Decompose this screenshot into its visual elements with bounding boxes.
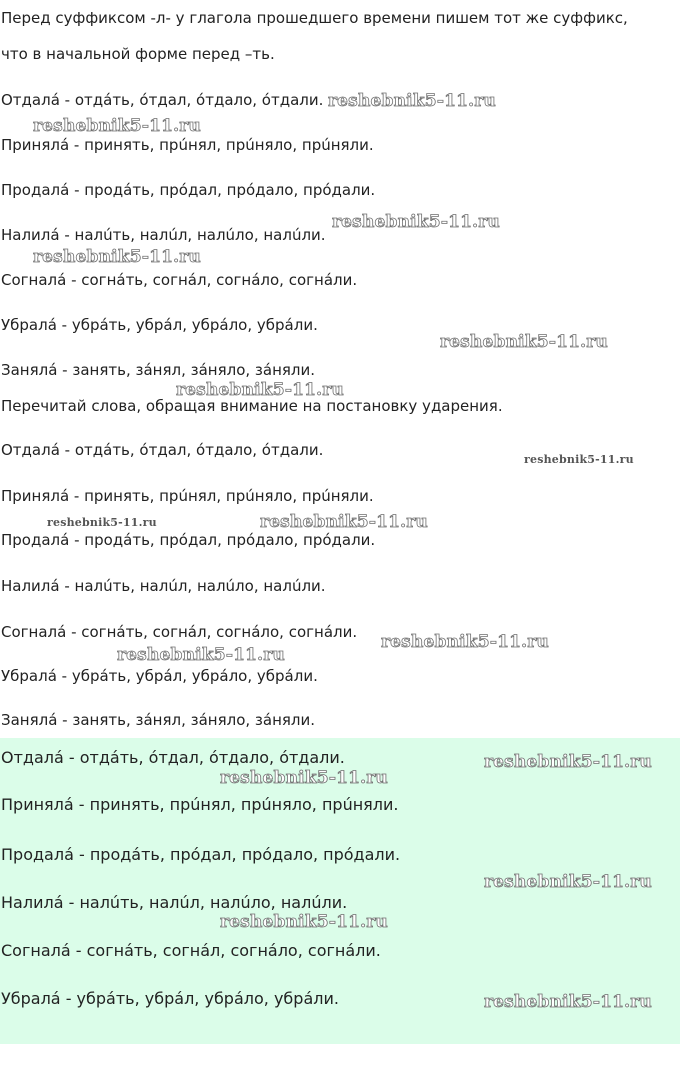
watermark: reshebnik5-11.ru xyxy=(332,212,500,232)
watermark: reshebnik5-11.ru xyxy=(440,332,608,352)
word-line: Согналá - согнáть, согнáл, согнáло, согнáли. xyxy=(1,623,358,641)
watermark: reshebnik5-11.ru xyxy=(260,512,428,532)
word-line: Отдалá - отдáть, óтдал, óтдало, óтдали. xyxy=(1,441,324,459)
word-line: Занялá - занять, зáнял, зáняло, зáняли. xyxy=(1,361,316,379)
word-line: Убралá - убрáть, убрáл, убрáло, убрáли. xyxy=(1,667,318,685)
word-line: Отдалá - отдáть, óтдал, óтдало, óтдали. xyxy=(1,91,324,109)
watermark: reshebnik5-11.ru xyxy=(328,91,496,111)
word-line: Согналá - согнáть, согнáл, согнáло, согнáли. xyxy=(1,941,381,960)
word-line: Согналá - согнáть, согнáл, согнáло, согнáли. xyxy=(1,271,358,289)
watermark: reshebnik5-11.ru xyxy=(220,768,388,788)
watermark: reshebnik5-11.ru xyxy=(484,872,652,892)
watermark: reshebnik5-11.ru xyxy=(220,912,388,932)
word-line: Убралá - убрáть, убрáл, убрáло, убрáли. xyxy=(1,316,318,334)
word-line: Налилá - налúть, налúл, налúло, налúли. xyxy=(1,226,326,244)
word-line: Отдалá - отдáть, óтдал, óтдало, óтдали. xyxy=(1,748,345,767)
word-line: Продалá - продáть, прóдал, прóдало, прóдали. xyxy=(1,531,376,549)
watermark: reshebnik5-11.ru xyxy=(381,632,549,652)
watermark: reshebnik5-11.ru xyxy=(47,516,157,529)
watermark: reshebnik5-11.ru xyxy=(33,247,201,267)
word-line: Занялá - занять, зáнял, зáняло, зáняли. xyxy=(1,711,316,729)
watermark: reshebnik5-11.ru xyxy=(484,752,652,772)
word-line: Налилá - налúть, налúл, налúло, налúли. xyxy=(1,577,326,595)
watermark: reshebnik5-11.ru xyxy=(524,453,634,466)
word-line: Продалá - продáть, прóдал, прóдало, прóдали. xyxy=(1,181,376,199)
watermark: reshebnik5-11.ru xyxy=(117,645,285,665)
highlighted-answer-block xyxy=(0,738,680,1044)
watermark: reshebnik5-11.ru xyxy=(484,992,652,1012)
word-line: Продалá - продáть, прóдал, прóдало, прóдали. xyxy=(1,845,401,864)
intro-line-2: что в начальной форме перед –ть. xyxy=(1,45,275,63)
task-text: Перечитай слова, обращая внимание на постановку ударения. xyxy=(1,397,503,415)
word-line: Налилá - налúть, налúл, налúло, налúли. xyxy=(1,893,348,912)
watermark: reshebnik5-11.ru xyxy=(176,380,344,400)
word-line: Принялá - принять, прúнял, прúняло, прúняли. xyxy=(1,795,399,814)
word-line: Принялá - принять, прúнял, прúняло, прúняли. xyxy=(1,487,374,505)
watermark: reshebnik5-11.ru xyxy=(33,116,201,136)
word-line: Убралá - убрáть, убрáл, убрáло, убрáли. xyxy=(1,989,339,1008)
intro-line-1: Перед суффиксом -л- у глагола прошедшего времени пишем тот же суффикс, xyxy=(1,9,628,27)
word-line: Принялá - принять, прúнял, прúняло, прúняли. xyxy=(1,136,374,154)
